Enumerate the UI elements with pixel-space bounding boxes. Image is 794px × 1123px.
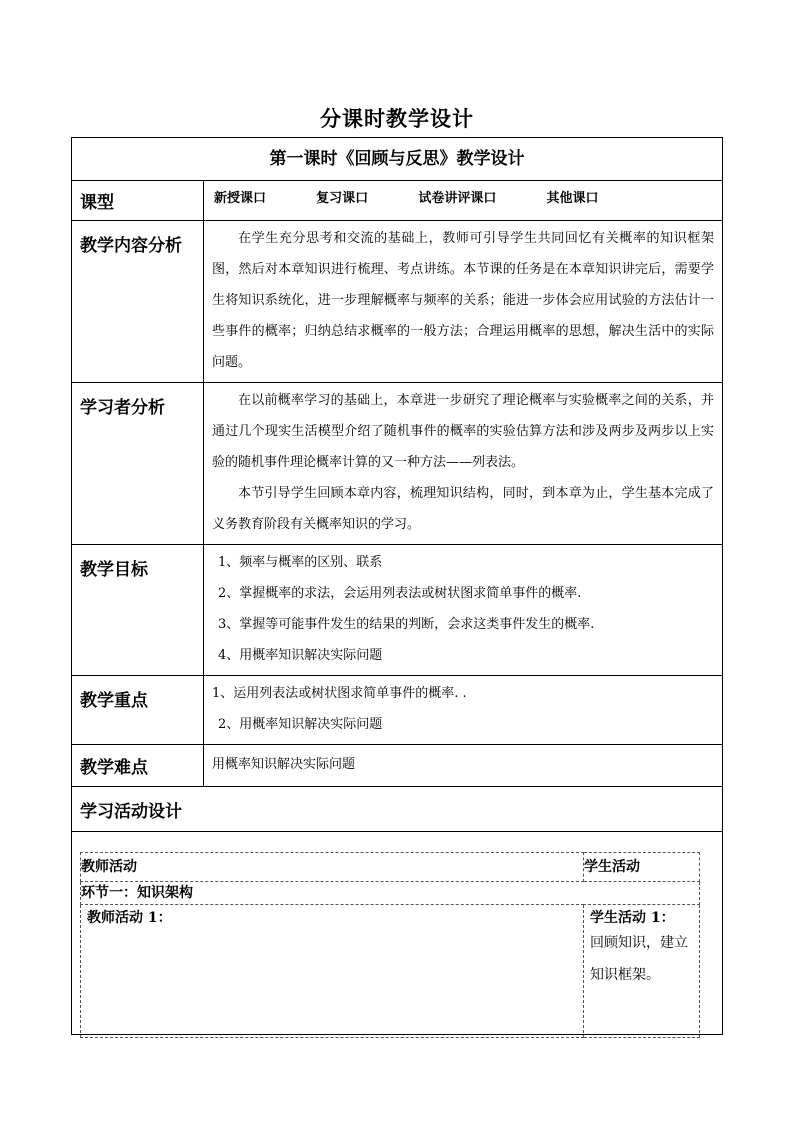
key-point-item: 1、运用列表法或树状图求简单事件的概率. . <box>212 686 467 701</box>
objective-item: 3、掌握等可能事件发生的结果的判断，会求这类事件发生的概率. <box>218 617 595 632</box>
teacher-activity-title: 教师活动 1： <box>87 910 172 926</box>
learner-analysis-label: 学习者分析 <box>72 383 204 545</box>
learner-analysis-paragraph-2: 本节引导学生回顾本章内容，梳理知识结构，同时，到本章为止，学生基本完成了义务教育阶段有关概率知识的学习。 <box>212 486 714 532</box>
objective-item: 4、用概率知识解决实际问题 <box>218 648 383 663</box>
activity-design-label: 学习活动设计 <box>72 787 723 832</box>
learner-analysis-cell <box>204 383 723 545</box>
stage-title: 环节一：知识架构 <box>81 882 700 905</box>
difficulties-label: 教学难点 <box>72 745 204 787</box>
objective-item: 2、掌握概率的求法，会运用列表法或树状图求简单事件的概率. <box>218 586 582 601</box>
learner-analysis-paragraph-1: 在以前概率学习的基础上，本章进一步研究了理论概率与实验概率之间的关系，并通过几个现实生活模型介绍了随机事件的概率的实验估算方法和涉及两步及两步以上实验的随机事件理论概率计算的又一种方法——列表法。 <box>212 393 714 470</box>
course-type-review: 复习课口 <box>316 191 369 206</box>
lesson-subtitle: 第一课时《回顾与反思》教学设计 <box>72 138 723 181</box>
objectives-cell <box>204 545 723 676</box>
course-type-exam-review: 试卷讲评课口 <box>418 191 497 206</box>
page-title: 分课时教学设计 <box>320 106 474 131</box>
student-activity-cell <box>584 905 700 1038</box>
activity-design-cell <box>72 832 723 1035</box>
content-analysis-cell <box>204 221 723 383</box>
content-analysis-text: 在学生充分思考和交流的基础上，教师可引导学生共同回忆有关概率的知识框架图，然后对本章知识进行梳理、考点讲练。本节课的任务是在本章知识讲完后，需要学生将知识系统化，进一步理解概率与频率的关系；能进一步体会应用试验的方法估计一些事件的概率；归纳总结求概率的一般方法；合理运用概率的思想，解决生活中的实际问题。 <box>212 231 714 370</box>
course-type-other: 其他课口 <box>546 191 599 206</box>
student-activity-text: 回顾知识，建立知识框架。 <box>590 935 688 983</box>
teacher-activity-header: 教师活动 <box>81 853 584 882</box>
objective-item: 1、频率与概率的区别、联系 <box>218 555 383 570</box>
content-analysis-label: 教学内容分析 <box>72 221 204 383</box>
teacher-activity-cell <box>81 905 584 1038</box>
key-points-cell <box>204 676 723 745</box>
key-point-item: 2、用概率知识解决实际问题 <box>218 717 383 732</box>
student-activity-header: 学生活动 <box>584 853 700 882</box>
lesson-design-table <box>71 137 723 1035</box>
student-activity-title: 学生活动 1： <box>590 910 675 926</box>
course-type-label: 课型 <box>72 181 204 221</box>
objectives-label: 教学目标 <box>72 545 204 676</box>
difficulties-text: 用概率知识解决实际问题 <box>204 745 723 787</box>
course-type-options <box>204 181 723 221</box>
activity-table <box>80 852 700 1038</box>
key-points-label: 教学重点 <box>72 676 204 745</box>
course-type-new: 新授课口 <box>214 191 267 206</box>
